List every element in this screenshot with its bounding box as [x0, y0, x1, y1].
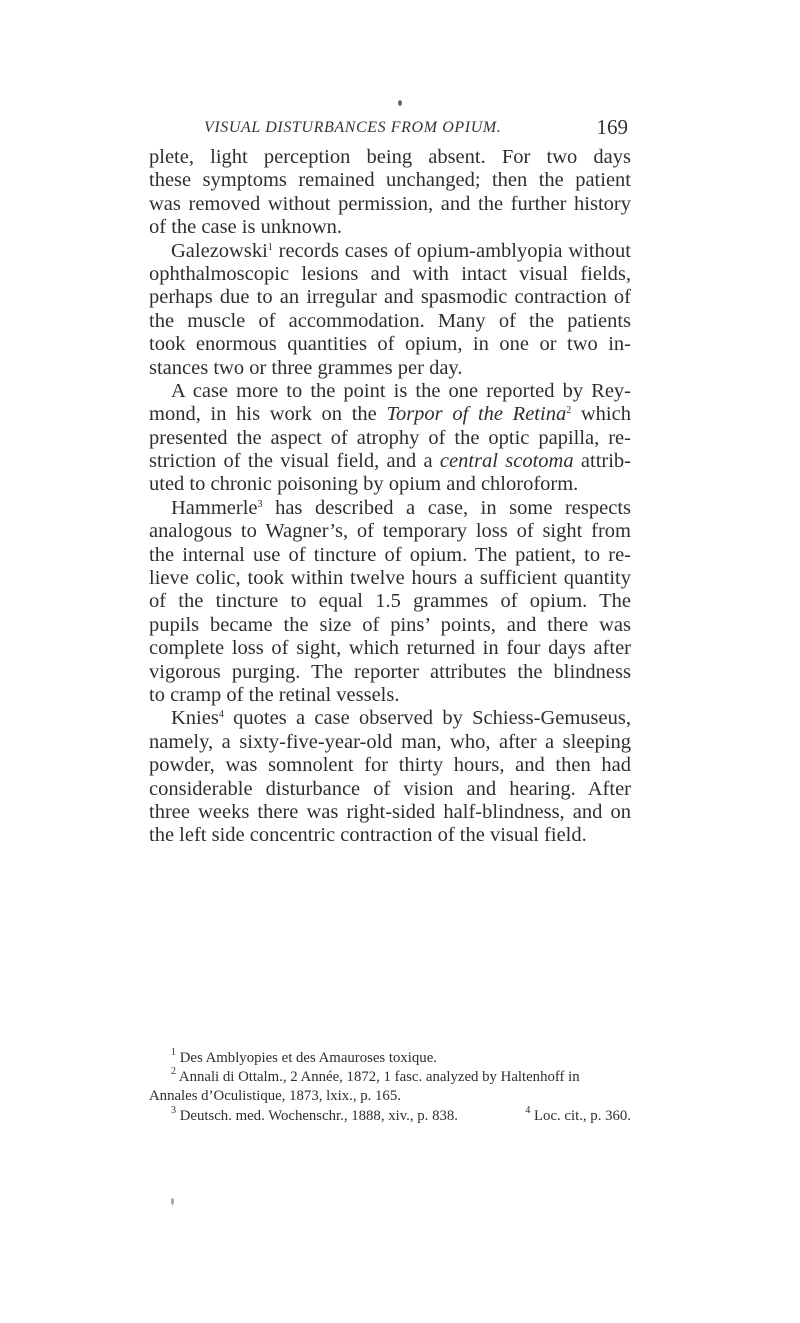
text-line: uted to chronic poisoning by opium and chloroform.: [149, 473, 579, 496]
text-line: was removed without permission, and the further history: [149, 192, 631, 215]
text-line: complete loss of sight, which returned in four days after: [149, 637, 631, 660]
text-span: quotes a case observed by Schiess-Gemuseus,: [223, 707, 631, 730]
footnote-text: Des Amblyopies et des Amauroses toxique.: [179, 1050, 437, 1066]
work-title: Torpor of the Retina: [386, 403, 567, 426]
text-line: [149, 450, 631, 473]
footnote-3: [171, 1104, 458, 1126]
footnote-1: [149, 1049, 631, 1068]
footnote-text: Loc. cit., p. 360.: [534, 1107, 631, 1124]
author-name: Hammerle: [171, 496, 258, 519]
text-line: presented the aspect of atrophy of the optic papilla, re-: [149, 426, 631, 449]
footnote-number: 1: [171, 1047, 176, 1058]
text-line: the internal use of tincture of opium. The patient, to re-: [149, 543, 631, 566]
text-line: perhaps due to an irregular and spasmodic contraction of: [149, 286, 631, 309]
text-line: to cramp of the retinal vessels.: [149, 683, 400, 706]
body-text: [149, 146, 631, 848]
footnote-2-continued: Annales d’Oculistique, 1873, lxix., p. 165.: [149, 1088, 401, 1105]
text-line: namely, a sixty-five-year-old man, who, after a sleeping: [149, 730, 631, 753]
text-line: pupils became the size of pins’ points, and there was: [149, 613, 631, 636]
text-line: three weeks there was right-sided half-blindness, and on: [149, 800, 631, 823]
text-line: the muscle of accommodation. Many of the patients: [149, 309, 631, 332]
footnote-ref: 1: [267, 241, 273, 253]
text-span: attrib-: [573, 450, 631, 473]
text-line: vigorous purging. The reporter attributes the blindness: [149, 660, 631, 683]
text-line: considerable disturbance of vision and hearing. After: [149, 777, 631, 800]
text-line: lieve colic, took within twelve hours a sufficient quantity: [149, 567, 631, 590]
text-line: A case more to the point is the one reported by Rey-: [171, 379, 631, 402]
footnote-4: [525, 1104, 631, 1126]
footnote-2: [149, 1068, 631, 1087]
text-line: powder, was somnolent for thirty hours, and then had: [149, 754, 631, 777]
text-line: [149, 240, 631, 263]
footnote-ref: 2: [566, 405, 572, 417]
text-span: which: [571, 403, 631, 426]
text-line: these symptoms remained unchanged; then the patient: [149, 169, 631, 192]
text-span: records cases of opium-amblyopia without: [272, 239, 631, 262]
footnote-ref: 3: [257, 498, 263, 510]
text-line: stances two or three grammes per day.: [149, 356, 463, 379]
footnote-ref: 4: [218, 709, 224, 721]
footnote-text: Annali di Ottalm., 2 Année, 1872, 1 fasc. analyzed by Haltenhoff in: [178, 1069, 580, 1086]
footnote-number: 4: [525, 1104, 531, 1116]
footnotes: [149, 1049, 631, 1126]
text-line: [149, 403, 631, 426]
running-title: VISUAL DISTURBANCES FROM OPIUM.: [204, 119, 502, 136]
text-line: the left side concentric contraction of the visual field.: [149, 824, 587, 847]
text-span: striction of the visual field, and a: [149, 450, 440, 473]
footnote-number: 2: [171, 1066, 176, 1078]
ink-speck: [171, 1198, 174, 1205]
text-line: analogous to Wagner’s, of temporary loss of sight from: [149, 520, 631, 543]
text-line: [149, 707, 631, 730]
footnote-row: [149, 1104, 631, 1126]
text-line: of the case is unknown.: [149, 216, 342, 239]
text-line: took enormous quantities of opium, in one or two in-: [149, 333, 631, 356]
footnote-number: 3: [171, 1104, 176, 1116]
author-name: Knies: [171, 707, 219, 730]
text-line: plete, light perception being absent. For two days: [149, 146, 631, 168]
footnote-text: Deutsch. med. Wochenschr., 1888, xiv., p. 838.: [179, 1107, 458, 1124]
text-line: [149, 497, 631, 520]
emphasized-term: central scotoma: [439, 450, 574, 473]
text-line: of the tincture to equal 1.5 grammes of opium. The: [149, 590, 631, 613]
text-span: has described a case, in some respects: [262, 496, 631, 519]
page-number: 169: [596, 115, 628, 139]
running-head: [148, 91, 628, 139]
text-span: mond, in his work on the: [149, 403, 387, 426]
author-name: Galezowski: [171, 239, 268, 262]
text-line: ophthalmoscopic lesions and with intact visual fields,: [149, 262, 631, 285]
